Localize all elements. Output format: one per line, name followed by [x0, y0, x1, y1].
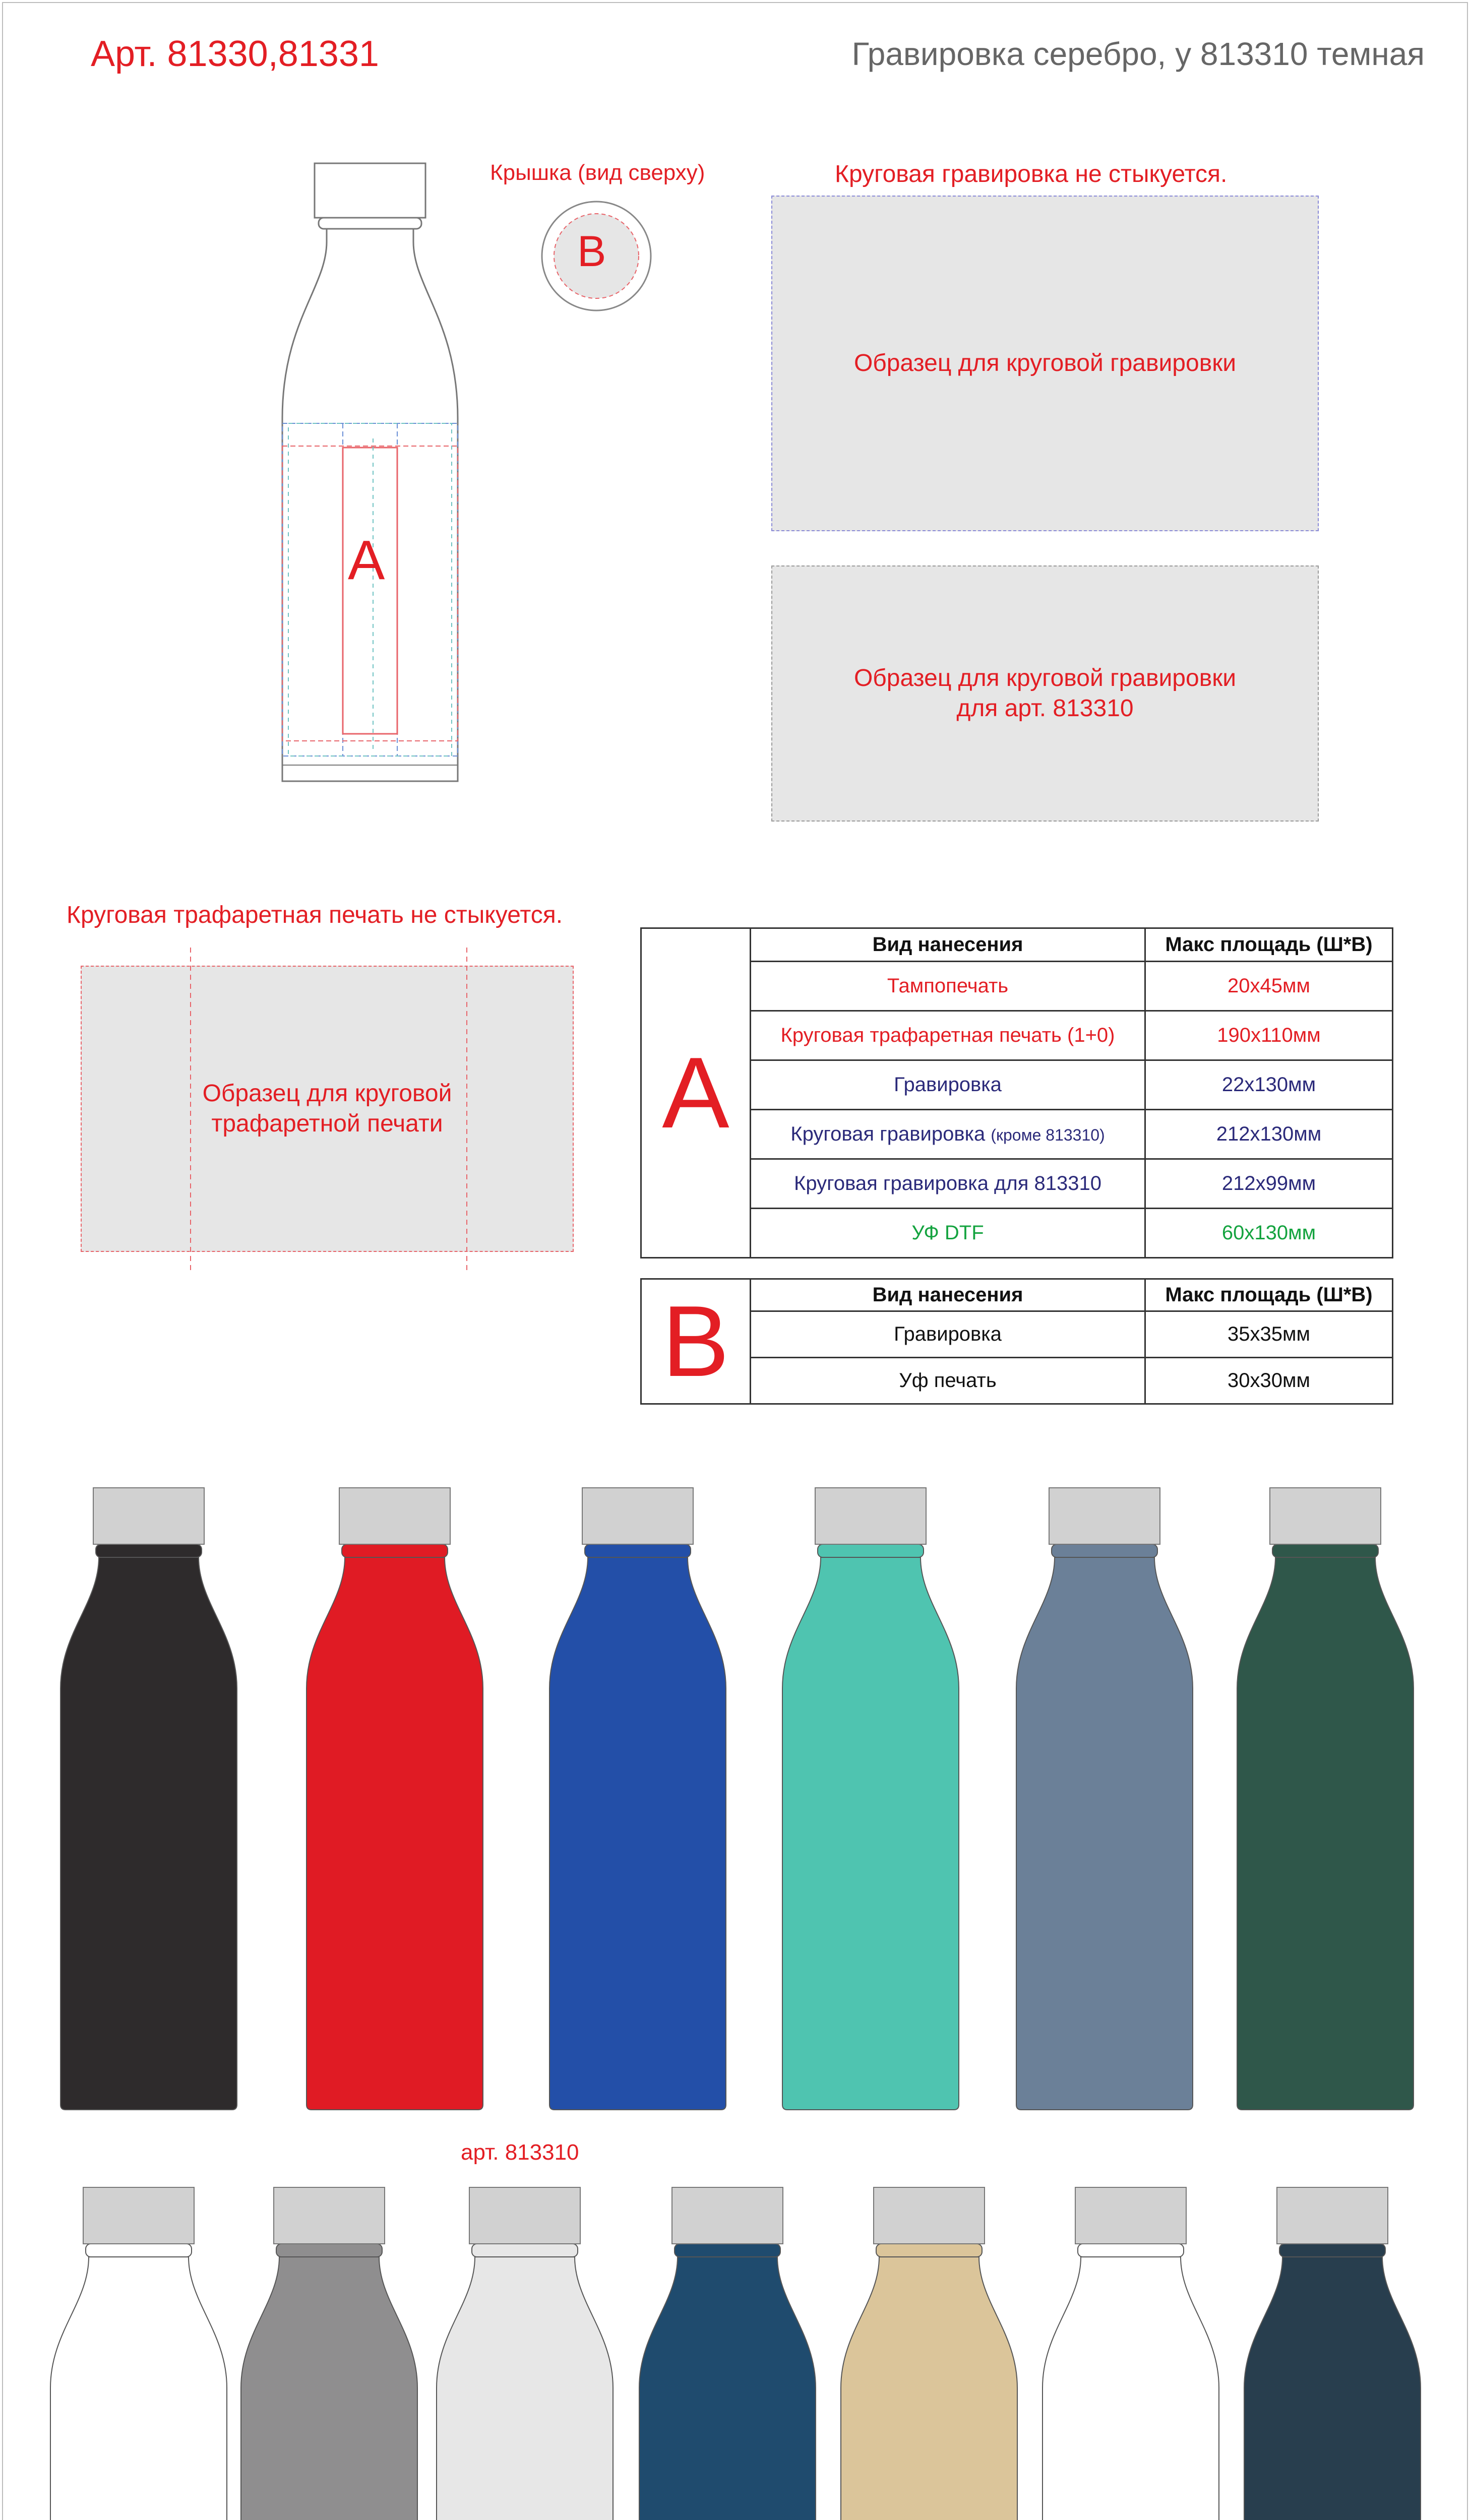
engraving-sample-1	[771, 196, 1319, 531]
table-b-header-area: Макс площадь (Ш*В)	[1145, 1279, 1393, 1311]
bottle-body	[841, 2257, 1017, 2520]
bottle-neck-ring	[1279, 2244, 1385, 2257]
bottle-body	[50, 2257, 227, 2520]
bottle-neck-ring	[276, 2244, 382, 2257]
bottle-variant-2-7	[1242, 2185, 1423, 2520]
bottle-cap	[93, 1488, 204, 1544]
bottle-cap	[339, 1488, 450, 1544]
table-a-method: Круговая гравировка	[790, 1123, 986, 1145]
table-a-method: Круговая гравировка для 813310	[751, 1159, 1145, 1209]
bottle-neck-ring	[876, 2244, 982, 2257]
table-b-header-method: Вид нанесения	[751, 1279, 1145, 1311]
bottle-cap	[582, 1488, 693, 1544]
bottle-variant-2-1	[48, 2185, 229, 2520]
table-a-area: 190х110мм	[1145, 1011, 1393, 1060]
table-row	[641, 1110, 1393, 1159]
table-row	[641, 1159, 1393, 1209]
table-a-area: 60х130мм	[1145, 1209, 1393, 1258]
spec-table-b	[640, 1278, 1393, 1405]
bottle-body	[60, 1557, 237, 2110]
table-b-area: 30х30мм	[1145, 1358, 1393, 1404]
bottle-body	[1237, 1557, 1414, 2110]
engraving-sample-2-line1: Образец для круговой гравировки	[853, 665, 1237, 691]
engraving-sample-2	[771, 565, 1319, 822]
bottle-cap	[274, 2187, 385, 2244]
table-a-header-area: Макс площадь (Ш*В)	[1145, 928, 1393, 962]
bottle-body	[1244, 2257, 1421, 2520]
bottle-neck-ring	[1078, 2244, 1184, 2257]
table-row	[641, 1011, 1393, 1060]
bottle-drawing	[272, 156, 484, 791]
table-b-zone: В	[641, 1279, 751, 1404]
spec-table-a	[640, 927, 1393, 1258]
table-a-zone: А	[641, 928, 751, 1258]
bottle-neck-ring	[585, 1544, 691, 1557]
table-b-area: 35х35мм	[1145, 1311, 1393, 1358]
bottle-variant-2-2	[239, 2185, 419, 2520]
table-a-method: Круговая трафаретная печать (1+0)	[751, 1011, 1145, 1060]
bottle-cap	[1277, 2187, 1388, 2244]
bottle-variant-2-3	[435, 2185, 615, 2520]
bottle-neck-ring	[1052, 1544, 1157, 1557]
bottle-body	[1016, 1557, 1193, 2110]
screen-print-guides	[81, 948, 574, 1270]
screen-print-sample-line1: Образец для круговой	[202, 1080, 452, 1107]
table-row	[641, 962, 1393, 1011]
bottle-variant-1-4	[780, 1486, 961, 2113]
bottle-cap	[815, 1488, 926, 1544]
bottle-cap	[874, 2187, 985, 2244]
bottle-body	[307, 1557, 483, 2110]
bottle-neck-ring	[342, 1544, 448, 1557]
bottle-cap	[1270, 1488, 1381, 1544]
bottle-cap	[83, 2187, 194, 2244]
table-row	[641, 1311, 1393, 1358]
bottle-body	[1043, 2257, 1219, 2520]
row2-article-label: арт. 813310	[461, 2140, 579, 2165]
bottle-variant-1-5	[1014, 1486, 1195, 2113]
table-row	[641, 1060, 1393, 1110]
table-a-method-cell	[751, 1110, 1145, 1159]
cap-caption: Крышка (вид сверху)	[490, 160, 705, 185]
bottle-variant-1-2	[304, 1486, 485, 2113]
engraving-sample-2-line2: для арт. 813310	[956, 695, 1134, 722]
cap-label: B	[577, 227, 606, 276]
bottle-neck-ring	[96, 1544, 202, 1557]
table-a-method-note: (кроме 813310)	[991, 1126, 1105, 1144]
bottle-body	[639, 2257, 816, 2520]
engraving-note-title: Гравировка серебро, у 813310 темная	[851, 36, 1425, 72]
table-a-area: 212х130мм	[1145, 1110, 1393, 1159]
zone-a-label: А	[348, 529, 385, 591]
table-a-method: Гравировка	[751, 1060, 1145, 1110]
table-b-method: Гравировка	[751, 1311, 1145, 1358]
bottle-cap	[1075, 2187, 1186, 2244]
bottle-neck-ring	[1272, 1544, 1378, 1557]
bottle-variant-1-3	[547, 1486, 728, 2113]
bottle-neck-ring	[818, 1544, 924, 1557]
table-a-method: Тампопечать	[751, 962, 1145, 1011]
screen-print-sample-line2: трафаретной печати	[211, 1110, 443, 1137]
table-row	[641, 1358, 1393, 1404]
bottle-variant-2-6	[1040, 2185, 1221, 2520]
table-a-area: 20х45мм	[1145, 962, 1393, 1011]
table-a-method: УФ DTF	[751, 1209, 1145, 1258]
bottle-body	[549, 1557, 726, 2110]
bottle-neck-ring	[675, 2244, 780, 2257]
engraving-sample-1-text: Образец для круговой гравировки	[853, 350, 1237, 376]
bottle-variant-1-6	[1235, 1486, 1416, 2113]
bottle-neck-ring	[86, 2244, 192, 2257]
bottle-cap	[672, 2187, 783, 2244]
bottle-variant-2-4	[637, 2185, 818, 2520]
table-a-area: 212х99мм	[1145, 1159, 1393, 1209]
engraving-note: Круговая гравировка не стыкуется.	[835, 161, 1228, 187]
table-b-method: Уф печать	[751, 1358, 1145, 1404]
bottle-body	[241, 2257, 417, 2520]
table-a-area: 22х130мм	[1145, 1060, 1393, 1110]
bottle-variant-2-5	[839, 2185, 1019, 2520]
bottle-variant-1-1	[58, 1486, 239, 2113]
bottle-body	[437, 2257, 613, 2520]
bottle-neck-ring	[472, 2244, 578, 2257]
table-a-header-method: Вид нанесения	[751, 928, 1145, 962]
screen-print-note: Круговая трафаретная печать не стыкуется.	[67, 902, 563, 928]
table-row	[641, 1209, 1393, 1258]
bottle-cap	[1049, 1488, 1160, 1544]
bottle-cap	[469, 2187, 580, 2244]
article-title: Арт. 81330,81331	[91, 34, 379, 74]
bottle-body	[782, 1557, 959, 2110]
